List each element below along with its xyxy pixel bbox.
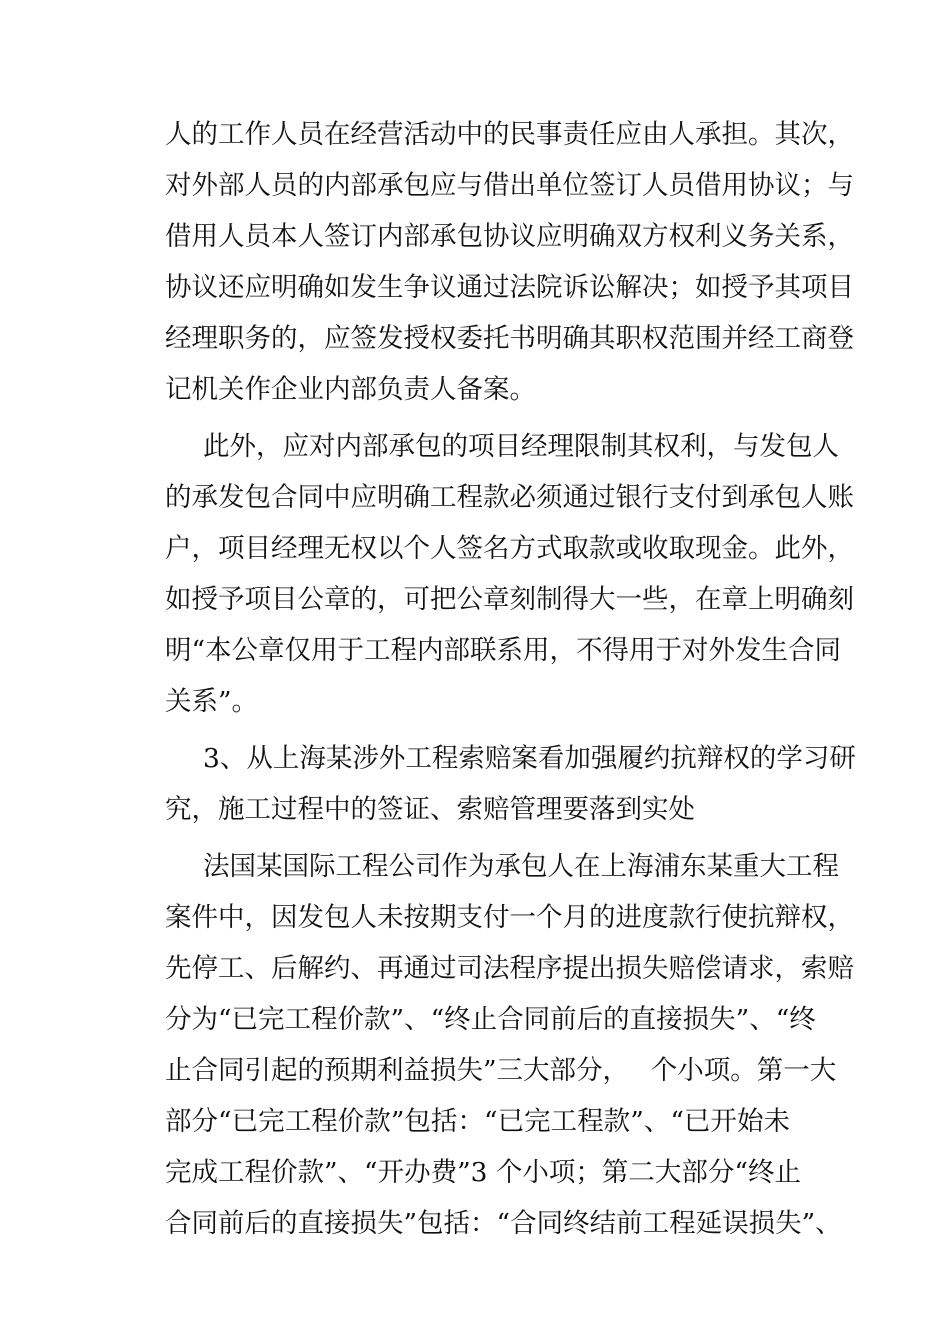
text-line: 经理职务的，应签发授权委托书明确其职权范围并经工商登: [165, 323, 854, 354]
paragraph-4: [165, 841, 854, 1249]
text-line: 此外，应对内部承包的项目经理限制其权利，与发包人: [203, 431, 839, 462]
text-line: 关系”。: [165, 686, 259, 717]
paragraph-2: [165, 421, 854, 727]
text-line: 法国某国际工程公司作为承包人在上海浦东某重大工程: [203, 851, 839, 882]
text-line: 案件中，因发包人未按期支付一个月的进度款行使抗辩权，: [165, 902, 854, 933]
text-line: 对外部人员的内部承包应与借出单位签订人员借用协议；与: [165, 170, 854, 201]
text-line: 如授予项目公章的，可把公章刻制得大一些，在章上明确刻: [165, 584, 854, 615]
text-line: 分为“已完工程价款”、“终止合同前后的直接损失”、“终: [165, 1004, 816, 1035]
document-body: [165, 109, 856, 1249]
text-line: 完成工程价款”、“开办费”3 个小项；第二大部分“终止: [165, 1157, 801, 1188]
text-line: 止合同引起的预期利益损失”三大部分， 个小项。第一大: [165, 1055, 837, 1086]
text-line: 的承发包合同中应明确工程款必须通过银行支付到承包人账: [165, 482, 854, 513]
text-line: 人的工作人员在经营活动中的民事责任应由人承担。其次，: [165, 119, 854, 150]
text-line: 先停工、后解约、再通过司法程序提出损失赔偿请求，索赔: [165, 953, 854, 984]
text-line: 借用人员本人签订内部承包协议应明确双方权利义务关系，: [165, 221, 854, 252]
paragraph-1: [165, 109, 854, 415]
text-line: 3、从上海某涉外工程索赔案看加强履约抗辩权的学习研: [203, 743, 856, 774]
section-heading-3: [165, 733, 856, 835]
text-line: 合同前后的直接损失”包括：“合同终结前工程延误损失”、: [165, 1208, 842, 1239]
text-line: 协议还应明确如发生争议通过法院诉讼解决；如授予其项目: [165, 272, 854, 303]
text-line: 究，施工过程中的签证、索赔管理要落到实处: [165, 794, 695, 825]
text-line: 户，项目经理无权以个人签名方式取款或收取现金。此外，: [165, 533, 854, 564]
text-line: 部分“已完工程价款”包括：“已完工程款”、“已开始未: [165, 1106, 790, 1137]
text-line: 明“本公章仅用于工程内部联系用，不得用于对外发生合同: [165, 635, 842, 666]
text-line: 记机关作企业内部负责人备案。: [165, 374, 536, 405]
